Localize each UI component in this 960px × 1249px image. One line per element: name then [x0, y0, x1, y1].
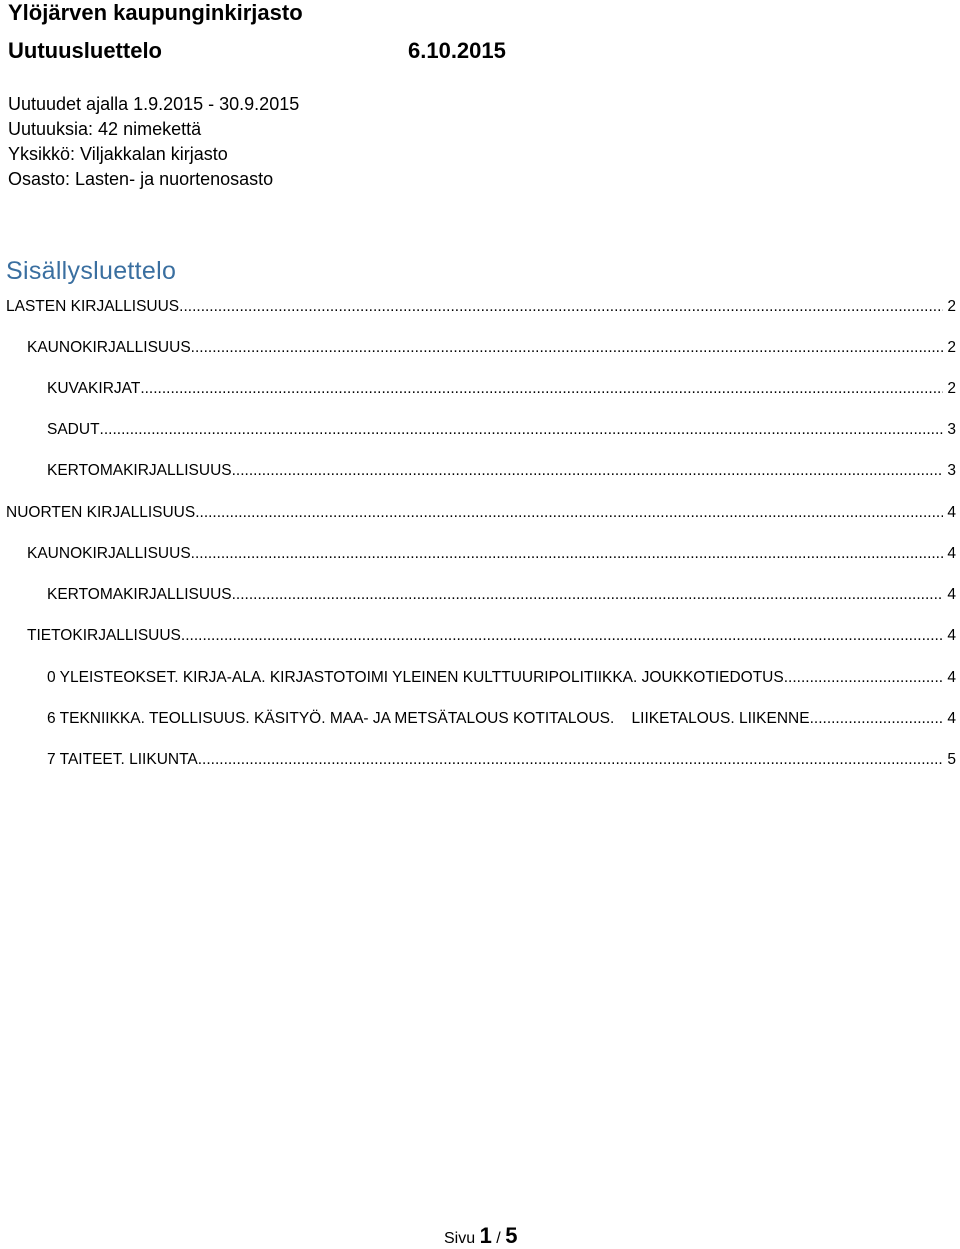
toc-entry[interactable] [47, 459, 956, 481]
toc-page-number: 2 [947, 380, 956, 397]
toc-page-number: 4 [947, 669, 956, 686]
meta-unit: Yksikkö: Viljakkalan kirjasto [8, 144, 228, 164]
toc-page-number: 2 [947, 298, 956, 315]
toc-entry[interactable] [47, 583, 956, 605]
meta-department: Osasto: Lasten- ja nuortenosasto [8, 169, 274, 189]
toc-page-number: 4 [947, 504, 956, 521]
toc-entry[interactable] [47, 748, 956, 770]
toc-page-number: 4 [947, 586, 956, 603]
toc-entry-label: TIETOKIRJALLISUUS [27, 627, 181, 644]
toc-leader [100, 420, 944, 440]
toc-leader [784, 668, 944, 688]
toc-entry-label: LASTEN KIRJALLISUUS [6, 298, 180, 315]
meta-count: Uutuuksia: 42 nimekettä [8, 119, 202, 139]
toc-page-number: 4 [947, 545, 956, 562]
toc-page-number: 2 [947, 339, 956, 356]
meta-period: Uutuudet ajalla 1.9.2015 - 30.9.2015 [8, 94, 300, 114]
toc-leader [195, 503, 943, 523]
toc-entry-label: KERTOMAKIRJALLISUUS [47, 462, 232, 479]
toc-leader [179, 297, 943, 317]
toc-heading: Sisällysluettelo [6, 257, 177, 285]
toc-entry-label: SADUT [47, 421, 100, 438]
toc-entry-label: NUORTEN KIRJALLISUUS [6, 504, 196, 521]
toc-entry[interactable] [6, 501, 956, 523]
page-label: Sivu [444, 1230, 476, 1247]
toc-page-number: 4 [947, 710, 956, 727]
toc-entry[interactable] [47, 666, 956, 688]
toc-entry-label: 0 YLEISTEOKSET. KIRJA-ALA. KIRJASTOTOIMI YLEINEN KULTTUURIPOLITIIKKA. JOUKKOTIEDOTUS [47, 669, 784, 686]
toc-leader [232, 461, 944, 481]
toc-entry[interactable] [27, 542, 956, 564]
toc-entry-label: KERTOMAKIRJALLISUUS [47, 586, 232, 603]
toc-leader [810, 709, 944, 729]
toc-leader [191, 544, 944, 564]
toc-leader [181, 626, 943, 646]
toc-entry[interactable] [6, 295, 956, 317]
toc-entry-label: KAUNOKIRJALLISUUS [27, 339, 191, 356]
current-page-number: 1 [479, 1223, 492, 1248]
toc-entry[interactable] [27, 336, 956, 358]
page-footer [444, 1223, 518, 1249]
list-date: 6.10.2015 [408, 38, 506, 63]
page-separator: / [496, 1230, 501, 1247]
total-pages: 5 [505, 1223, 518, 1248]
toc-entry-label: 7 TAITEET. LIIKUNTA [47, 751, 198, 768]
toc-leader [191, 338, 944, 358]
library-name: Ylöjärven kaupunginkirjasto [8, 0, 303, 25]
toc-leader [198, 750, 944, 770]
list-title: Uutuusluettelo [8, 38, 162, 63]
toc-page-number: 3 [947, 462, 956, 479]
toc-leader [140, 379, 943, 399]
toc-entry-label: 6 TEKNIIKKA. TEOLLISUUS. KÄSITYÖ. MAA- JA METSÄTALOUS KOTITALOUS. LIIKETALOUS. LIIKENNE [47, 710, 810, 727]
toc-entry-label: KAUNOKIRJALLISUUS [27, 545, 191, 562]
toc-entry[interactable] [47, 707, 956, 729]
toc-entry-label: KUVAKIRJAT [47, 380, 141, 397]
toc-entry[interactable] [47, 377, 956, 399]
toc-leader [232, 585, 944, 605]
list-metadata [8, 92, 299, 192]
toc-page-number: 4 [947, 627, 956, 644]
toc-page-number: 5 [947, 751, 956, 768]
toc-entry[interactable] [47, 418, 956, 440]
toc-page-number: 3 [947, 421, 956, 438]
toc-entry[interactable] [27, 624, 956, 646]
